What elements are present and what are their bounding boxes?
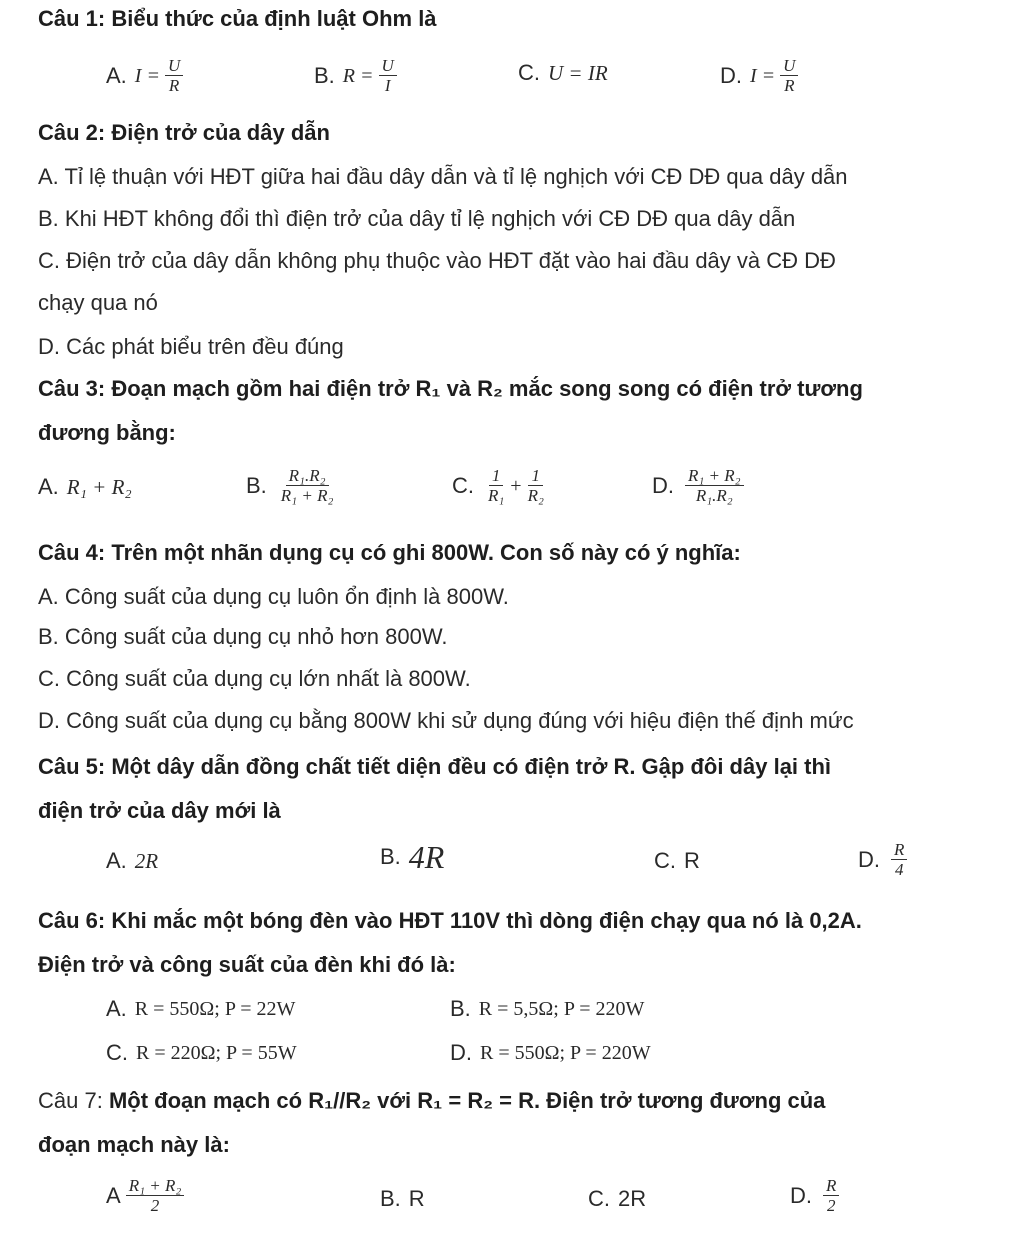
q7-option-b[interactable]: [380, 1184, 425, 1214]
question-7-text: Một đoạn mạch có R₁//R₂ với R₁ = R₂ = R. Điện trở tương đương của: [108, 1088, 826, 1113]
option-label: B.: [246, 472, 267, 498]
question-7-title: [38, 1086, 825, 1116]
fraction: [485, 466, 507, 505]
formula: 2R: [134, 849, 159, 873]
numerator: R₁ + R₂: [685, 466, 744, 486]
q6-option-b[interactable]: [450, 994, 644, 1024]
denominator: I: [384, 76, 391, 95]
denominator: R₁ + R₂: [280, 486, 334, 505]
q5-option-c[interactable]: [654, 846, 700, 876]
option-label: A.: [106, 62, 127, 88]
option-label: A.: [106, 848, 127, 873]
fraction: [525, 466, 547, 505]
numerator: R₁ + R₂: [126, 1176, 185, 1196]
denominator: 4: [894, 860, 904, 879]
formula-lhs: I =: [750, 64, 776, 87]
q1-option-d[interactable]: [720, 56, 801, 95]
question-4-title: Câu 4: Trên một nhãn dụng cụ có ghi 800W. Con số này có ý nghĩa:: [38, 540, 741, 565]
option-label: C.: [518, 60, 540, 85]
q7-option-a[interactable]: [106, 1176, 187, 1215]
fraction: [891, 840, 907, 879]
formula: R: [684, 848, 700, 873]
q4-option-c[interactable]: C. Công suất của dụng cụ lớn nhất là 800W.: [38, 666, 471, 691]
q4-option-b[interactable]: B. Công suất của dụng cụ nhỏ hơn 800W.: [38, 624, 448, 649]
q2-option-c[interactable]: C. Điện trở của dây dẫn không phụ thuộc vào HĐT đặt vào hai đầu dây và CĐ DĐ: [38, 248, 836, 273]
formula: R₁ + R₂: [66, 475, 132, 499]
q2-option-b[interactable]: B. Khi HĐT không đổi thì điện trở của dây tỉ lệ nghịch với CĐ DĐ qua dây dẫn: [38, 206, 796, 231]
option-label: B.: [450, 996, 471, 1021]
fraction: [823, 1176, 839, 1215]
question-2-title: Câu 2: Điện trở của dây dẫn: [38, 120, 330, 145]
formula-lhs: I =: [134, 64, 160, 87]
denominator: R: [168, 76, 180, 95]
option-label: D.: [652, 472, 674, 498]
q2-option-a[interactable]: A. Tỉ lệ thuận với HĐT giữa hai đầu dây dẫn và tỉ lệ nghịch với CĐ DĐ qua dây dẫn: [38, 164, 848, 189]
q2-option-d[interactable]: D. Các phát biểu trên đều đúng: [38, 334, 344, 359]
q3-option-a[interactable]: [38, 472, 132, 502]
formula: 2R: [618, 1186, 647, 1211]
option-label: D.: [720, 62, 742, 88]
fraction: [685, 466, 744, 505]
fraction: [126, 1176, 185, 1215]
option-label: B.: [380, 844, 401, 869]
q1-option-a[interactable]: [106, 56, 186, 95]
q6-option-d[interactable]: [450, 1038, 651, 1068]
q6-option-c[interactable]: [106, 1038, 297, 1068]
q2-option-c-continued: chạy qua nó: [38, 290, 158, 315]
formula: R = 220Ω; P = 55W: [136, 1042, 297, 1064]
numerator: R: [891, 840, 907, 860]
q5-option-a[interactable]: [106, 846, 158, 876]
option-label: A.: [38, 474, 59, 499]
q3-option-b[interactable]: [246, 466, 339, 505]
denominator: R₁.R₂: [695, 486, 733, 505]
question-7-title-continued: đoạn mạch này là:: [38, 1132, 230, 1157]
q6-option-a[interactable]: [106, 994, 295, 1024]
formula: R = 5,5Ω; P = 220W: [478, 998, 645, 1020]
numerator: R₁.R₂: [286, 466, 329, 486]
option-label: B.: [380, 1186, 401, 1211]
q7-option-c[interactable]: [588, 1184, 646, 1214]
numerator: U: [379, 56, 397, 76]
numerator: 1: [528, 466, 543, 486]
formula: 4R: [408, 839, 445, 875]
option-label: A.: [106, 996, 127, 1021]
numerator: U: [780, 56, 798, 76]
fraction: [379, 56, 397, 95]
question-1-title: Câu 1: Biểu thức của định luật Ohm là: [38, 6, 437, 31]
q3-option-d[interactable]: [652, 466, 747, 505]
formula-lhs: R =: [342, 64, 374, 87]
formula: R = 550Ω; P = 22W: [134, 998, 296, 1020]
question-6-title-continued: Điện trở và công suất của đèn khi đó là:: [38, 952, 456, 977]
fraction: [165, 56, 183, 95]
option-label: C.: [452, 472, 474, 498]
q5-option-d[interactable]: [858, 840, 910, 879]
numerator: U: [165, 56, 183, 76]
fraction: [278, 466, 337, 505]
question-3-title-continued: đương bằng:: [38, 420, 176, 445]
q5-option-b[interactable]: [380, 839, 445, 875]
denominator: R₂: [527, 486, 544, 505]
q3-option-c[interactable]: [452, 466, 550, 505]
q7-option-d[interactable]: [790, 1176, 842, 1215]
question-5-title: Câu 5: Một dây dẫn đồng chất tiết diện đều có điện trở R. Gập đôi dây lại thì: [38, 754, 832, 779]
q4-option-a[interactable]: A. Công suất của dụng cụ luôn ổn định là 800W.: [38, 584, 509, 609]
fraction: [780, 56, 798, 95]
denominator: 2: [826, 1196, 836, 1215]
denominator: R₁: [488, 486, 505, 505]
question-3-title: Câu 3: Đoạn mạch gồm hai điện trở R₁ và R₂ mắc song song có điện trở tương: [38, 376, 863, 401]
option-label: C.: [106, 1040, 128, 1065]
formula: R: [408, 1186, 425, 1211]
q1-option-b[interactable]: [314, 56, 400, 95]
option-label: C.: [654, 848, 676, 873]
option-label: D.: [858, 846, 880, 872]
formula: U = IR: [548, 61, 608, 85]
denominator: 2: [150, 1196, 160, 1215]
option-label: D.: [790, 1182, 812, 1208]
q1-option-c[interactable]: [518, 58, 608, 88]
formula: R = 550Ω; P = 220W: [480, 1042, 651, 1064]
numerator: 1: [489, 466, 504, 486]
q4-option-d[interactable]: D. Công suất của dụng cụ bằng 800W khi sử dụng đúng với hiệu điện thế định mức: [38, 708, 854, 733]
question-6-title: Câu 6: Khi mắc một bóng đèn vào HĐT 110V thì dòng điện chạy qua nó là 0,2A.: [38, 908, 862, 933]
numerator: R: [823, 1176, 839, 1196]
option-label: A: [106, 1182, 121, 1208]
option-label: C.: [588, 1186, 610, 1211]
option-label: B.: [314, 62, 335, 88]
option-label: D.: [450, 1040, 472, 1065]
question-7-prefix: Câu 7:: [38, 1088, 103, 1113]
plus-sign: +: [510, 474, 522, 497]
denominator: R: [784, 76, 795, 95]
question-5-title-continued: điện trở của dây mới là: [38, 798, 281, 823]
